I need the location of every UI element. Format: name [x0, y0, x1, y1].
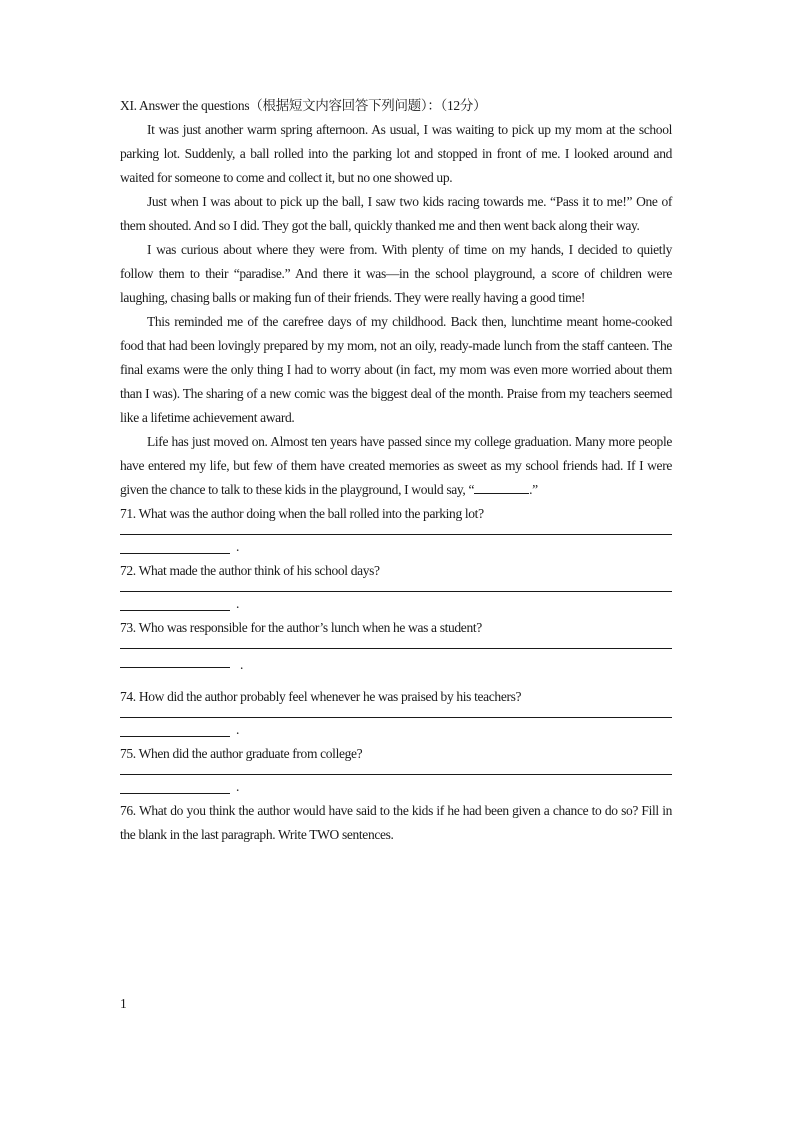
paragraph-3	[120, 238, 672, 310]
answer-line-73-short[interactable]	[120, 667, 230, 668]
answer-line-72-short[interactable]	[120, 610, 230, 611]
paragraph-4	[120, 310, 672, 430]
answer-71-period: .	[236, 539, 240, 554]
question-73-text: 73. Who was responsible for the author’s lunch when he was a student?	[120, 620, 482, 635]
answer-72-period: .	[236, 596, 240, 611]
answer-74-period: .	[236, 722, 240, 737]
paragraph-1	[120, 118, 672, 190]
question-71	[120, 502, 672, 559]
paragraph-1-text: It was just another warm spring afternoon. As usual, I was waiting to pick up my mom at the school parking lot. Suddenly, a ball rolled into the parking lot and stopped in front of me. I looked around and waited for someone to come and collect it, but no one showed up.	[120, 122, 672, 185]
section-heading: XI. Answer the questions（根据短文内容回答下列问题）：（12分）	[120, 98, 487, 113]
answer-line-74-short[interactable]	[120, 736, 230, 737]
question-75	[120, 742, 672, 799]
question-76-text: 76. What do you think the author would have said to the kids if he had been given a chance to do so? Fill in the blank in the last paragraph. Write TWO sentences.	[120, 803, 672, 842]
paragraph-5-text: Life has just moved on. Almost ten years have passed since my college graduation. Many more people have entered my life, but few of them have created memories as sweet as my school friends had. If I were given the chance to talk to these kids in the playground, I would say, “	[120, 434, 672, 497]
paragraph-4-text: This reminded me of the carefree days of my childhood. Back then, lunchtime meant home-cooked food that had been lovingly prepared by my mom, not an oily, ready-made lunch from the staff canteen. The final exams were the only thing I had to worry about (in fact, my mom was even more worried about them than I was). The sharing of a new comic was the biggest deal of the month. Praise from my teachers seemed like a lifetime achievement award.	[120, 314, 672, 425]
fill-in-blank[interactable]	[474, 479, 529, 494]
paragraph-5	[120, 430, 672, 502]
question-72-text: 72. What made the author think of his school days?	[120, 563, 380, 578]
paragraph-3-text: I was curious about where they were from. With plenty of time on my hands, I decided to quietly follow them to their “paradise.” And there it was—in the school playground, a score of children were laughing, chasing balls or making fun of their friends. They were really having a good time!	[120, 242, 672, 305]
answer-75-period: .	[236, 779, 240, 794]
paragraph-2	[120, 190, 672, 238]
paragraph-2-text: Just when I was about to pick up the ball, I saw two kids racing towards me. “Pass it to me!” One of them shouted. And so I did. They got the ball, quickly thanked me and then went back along their way.	[120, 194, 672, 233]
question-73	[120, 616, 672, 685]
content-area	[120, 94, 672, 847]
question-76	[120, 799, 672, 847]
question-75-text: 75. When did the author graduate from college?	[120, 746, 363, 761]
question-71-text: 71. What was the author doing when the ball rolled into the parking lot?	[120, 506, 484, 521]
question-74-text: 74. How did the author probably feel whenever he was praised by his teachers?	[120, 689, 522, 704]
answer-line-71-short[interactable]	[120, 553, 230, 554]
answer-73-period: .	[240, 657, 244, 672]
page-number: 1	[120, 996, 127, 1011]
answer-line-75-short[interactable]	[120, 793, 230, 794]
paragraph-5-end: .”	[529, 482, 538, 497]
question-72	[120, 559, 672, 616]
question-74	[120, 685, 672, 742]
